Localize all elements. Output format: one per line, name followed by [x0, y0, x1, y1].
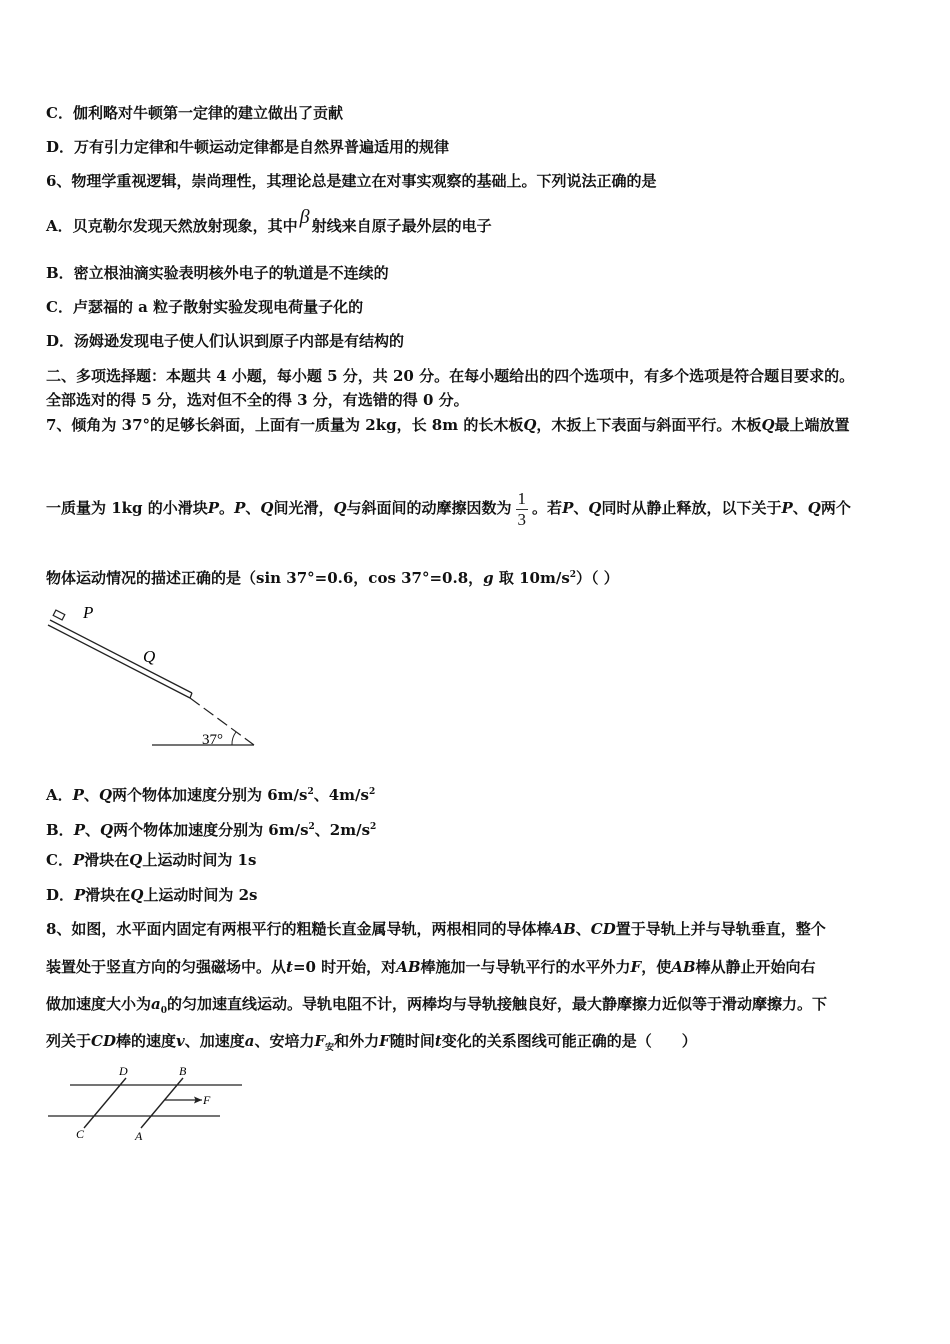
- q7-l1c: 最上端放置: [774, 416, 850, 434]
- q7-P: P: [234, 499, 246, 517]
- q7-l2a: 一质量为 1kg 的小滑块: [46, 499, 208, 517]
- q7-Q: Q: [588, 499, 602, 517]
- q8-AB: AB: [551, 920, 576, 938]
- q8-line1: [46, 919, 826, 939]
- q7-sep: 、: [573, 499, 589, 517]
- q6-stem: 6、物理学重视逻辑，崇尚理性，其理论总是建立在对事实观察的基础上。下列说法正确的是: [46, 172, 657, 190]
- q7-g: g: [483, 569, 494, 587]
- q8-a0-sub: 0: [160, 1006, 168, 1016]
- q8-AB: AB: [671, 958, 696, 976]
- q8-t0: t: [286, 958, 293, 976]
- q8-line3: [46, 994, 827, 1021]
- q8-v: v: [175, 1032, 185, 1050]
- q7-Q: Q: [260, 499, 274, 517]
- q8-l2d: ，使: [641, 958, 672, 976]
- q7-c2: 上运动时间为 1s: [142, 851, 257, 869]
- q7-P: P: [72, 786, 84, 804]
- q7-sep: 、: [245, 499, 261, 517]
- q7-l3b: 取 10m/s: [493, 569, 570, 587]
- q6-option-d: D．汤姆逊发现电子使人们认识到原子内部是有结构的: [46, 332, 405, 350]
- q8-a: a: [244, 1032, 255, 1050]
- q8-l2a: 装置处于竖直方向的匀强磁场中。从: [46, 958, 287, 976]
- q8-l4d: 、安培力: [254, 1032, 315, 1050]
- q8-l1b: 置于导轨上并与导轨垂直，整个: [615, 920, 826, 938]
- q7-line1: [46, 415, 850, 435]
- q8-l1a: 8、如图，水平面内固定有两根平行的粗糙长直金属导轨，两根相同的导体棒: [46, 920, 552, 938]
- q7-P: P: [207, 499, 220, 517]
- incline-figure: [40, 598, 270, 753]
- label-q: Q: [143, 647, 156, 666]
- q7-sep: 、: [792, 499, 808, 517]
- q7-P: P: [72, 851, 85, 869]
- option-c-prev: C．伽利略对牛顿第一定律的建立做出了贡献: [46, 104, 343, 122]
- label-b: B: [179, 1064, 187, 1078]
- q8-line2: [46, 957, 816, 977]
- q8-F: F: [379, 1032, 390, 1050]
- q8-l4e: 和外力: [334, 1032, 380, 1050]
- q7-l1a: 7、倾角为 37°的足够长斜面，上面有一质量为 2kg，长 8m 的长木板: [46, 416, 524, 434]
- sq: 2: [368, 787, 376, 797]
- q8-line4: [46, 1031, 697, 1058]
- q7-a1: 两个物体加速度分别为 6m/s: [112, 786, 308, 804]
- angle-arc: [232, 732, 236, 745]
- sq: 2: [308, 822, 315, 832]
- q8-CD: CD: [590, 920, 616, 938]
- q7-sep: 、: [83, 786, 99, 804]
- q7-dot: 。: [219, 499, 235, 517]
- lab-b: B．: [46, 821, 74, 839]
- q6-option-b: B．密立根油滴实验表明核外电子的轨道是不连续的: [46, 264, 389, 282]
- label-c: C: [76, 1127, 85, 1141]
- rails-figure: [40, 1062, 250, 1147]
- q8-l4b: 棒的速度: [115, 1032, 176, 1050]
- q7-Q: Q: [129, 851, 143, 869]
- q7-option-d: [46, 885, 258, 905]
- q7-l2b: 间光滑，: [273, 499, 334, 517]
- q8-t: t: [434, 1032, 442, 1050]
- beta-symbol: β: [299, 206, 310, 228]
- q7-Q: Q: [333, 499, 347, 517]
- frac-den: 3: [517, 509, 527, 529]
- lab-d: D．: [46, 886, 75, 904]
- label-f: F: [203, 1093, 211, 1107]
- q7-P: P: [562, 499, 574, 517]
- q7-Q: Q: [523, 416, 537, 434]
- q8-an: 安: [325, 1043, 335, 1053]
- option-d-prev: D．万有引力定律和牛顿运动定律都是自然界普遍适用的规律: [46, 138, 450, 156]
- label-a: A: [135, 1129, 143, 1143]
- q7-b2: 、2m/s: [314, 821, 371, 839]
- q7-l2f: 两个: [820, 499, 851, 517]
- q8-l2b: =0 时开始，对: [292, 958, 397, 976]
- plank-end: [190, 693, 192, 698]
- q7-sq: 2: [569, 570, 577, 580]
- q7-P: P: [74, 886, 86, 904]
- q7-d2: 上运动时间为 2s: [143, 886, 258, 904]
- q8-AB: AB: [396, 958, 421, 976]
- q7-option-b: [46, 817, 376, 840]
- plank-top-edge: [50, 620, 192, 693]
- q7-l1b: ，木扳上下表面与斜面平行。木板: [536, 416, 762, 434]
- q7-Q: Q: [807, 499, 821, 517]
- lab-c: C．: [46, 851, 73, 869]
- q7-b1: 两个物体加速度分别为 6m/s: [113, 821, 309, 839]
- q6-a-pre: A．贝克勒尔发现天然放射现象，其中: [46, 217, 298, 235]
- q7-l3c: ）（ ）: [576, 569, 619, 587]
- q7-line2: [46, 484, 851, 532]
- q7-Q: Q: [98, 786, 113, 804]
- q7-P: P: [781, 499, 793, 517]
- q8-l3b: 的匀加速直线运动。导轨电阻不计，两棒均与导轨接触良好，最大静摩擦力近似等于滑动摩擦力。下: [167, 995, 828, 1013]
- q8-CD: CD: [91, 1032, 116, 1050]
- frac-num: 1: [517, 488, 527, 508]
- q7-l2d: 。若: [532, 499, 563, 517]
- q7-sep: 、: [84, 821, 100, 839]
- q7-l2e: 同时从静止释放，以下关于: [601, 499, 782, 517]
- q8-F: F: [630, 958, 642, 976]
- block-p: [53, 610, 65, 620]
- q8-l2e: 棒从静止开始向右: [695, 958, 816, 976]
- label-angle: 37°: [202, 732, 223, 748]
- q7-option-c: [46, 850, 256, 870]
- plank-bottom-edge: [48, 625, 190, 698]
- q8-F: F: [314, 1032, 326, 1050]
- q8-l4g: 变化的关系图线可能正确的是（ ）: [441, 1032, 697, 1050]
- q8-l4f: 随时间: [389, 1032, 435, 1050]
- q7-Q: Q: [761, 416, 775, 434]
- q7-c1: 滑块在: [84, 851, 130, 869]
- label-d: D: [119, 1064, 128, 1078]
- q6-option-c: C．卢瑟福的 a 粒子散射实验发现电荷量子化的: [46, 298, 364, 316]
- q6-a-post: 射线来自原子最外层的电子: [311, 217, 492, 235]
- q7-option-a: [46, 782, 375, 805]
- q8-l4a: 列关于: [46, 1032, 92, 1050]
- q8-l3a: 做加速度大小为: [46, 995, 152, 1013]
- q7-l3a: 物体运动情况的描述正确的是（sin 37°=0.6，cos 37°=0.8，: [46, 569, 484, 587]
- sq: 2: [307, 787, 314, 797]
- q7-line3: [46, 565, 619, 588]
- q8-sep: 、: [575, 920, 591, 938]
- q7-d1: 滑块在: [85, 886, 131, 904]
- q7-a2: 、4m/s: [313, 786, 369, 804]
- section2-line1: 二、多项选择题：本题共 4 小题，每小题 5 分，共 20 分。在每小题给出的四个选项中，有多个选项是符合题目要求的。: [46, 367, 855, 385]
- q8-l4c: 、加速度: [184, 1032, 245, 1050]
- fraction-one-third: [516, 489, 529, 530]
- lab-a: A．: [46, 786, 73, 804]
- q7-P: P: [73, 821, 85, 839]
- q7-Q: Q: [99, 821, 114, 839]
- label-p: P: [83, 603, 94, 622]
- q8-l2c: 棒施加一与导轨平行的水平外力: [420, 958, 631, 976]
- q6-option-a: [46, 206, 492, 236]
- q7-Q: Q: [130, 886, 144, 904]
- sq: 2: [370, 822, 377, 832]
- section2-line2: 全部选对的得 5 分，选对但不全的得 3 分，有选错的得 0 分。: [46, 391, 469, 409]
- q7-l2c: 与斜面间的动摩擦因数为: [346, 499, 512, 517]
- q8-a0: a: [151, 995, 161, 1013]
